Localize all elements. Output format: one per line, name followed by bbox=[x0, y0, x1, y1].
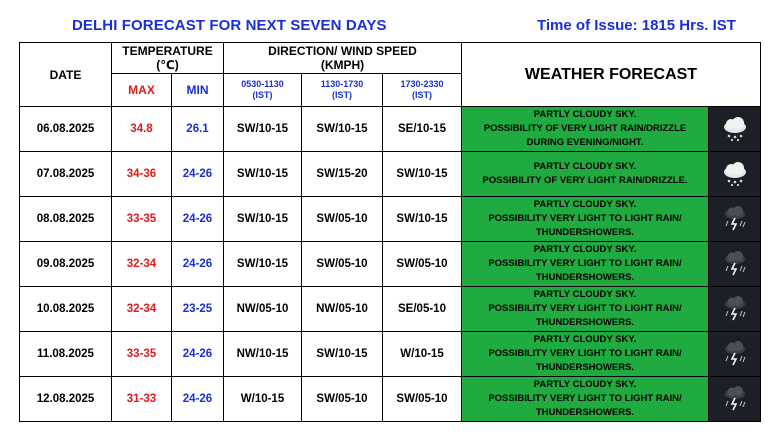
min-temp-cell: 24-26 bbox=[172, 377, 224, 422]
max-temp-cell: 32-34 bbox=[112, 287, 172, 332]
forecast-cell bbox=[462, 107, 709, 152]
slot1-ist: (IST) bbox=[252, 90, 273, 100]
forecast-table bbox=[19, 42, 761, 422]
wind-slot1-cell: NW/10-15 bbox=[224, 332, 302, 377]
forecast-line: PARTLY CLOUDY SKY. bbox=[533, 334, 637, 345]
header-temperature bbox=[112, 43, 224, 74]
date-cell: 06.08.2025 bbox=[20, 107, 112, 152]
issue-time: Time of Issue: 1815 Hrs. IST bbox=[537, 17, 736, 34]
slot3-time: 1730-2330 bbox=[400, 79, 444, 89]
forecast-line: POSSIBILITY VERY LIGHT TO LIGHT RAIN/ bbox=[488, 393, 682, 404]
slot1-time: 0530-1130 bbox=[241, 79, 284, 89]
max-temp-cell: 31-33 bbox=[112, 377, 172, 422]
date-cell: 11.08.2025 bbox=[20, 332, 112, 377]
date-cell: 09.08.2025 bbox=[20, 242, 112, 287]
table-row bbox=[20, 197, 761, 242]
max-temp-cell: 33-35 bbox=[112, 332, 172, 377]
forecast-line: PARTLY CLOUDY SKY. bbox=[533, 244, 637, 255]
wind-slot2-cell: SW/10-15 bbox=[302, 107, 383, 152]
header-max: MAX bbox=[112, 74, 172, 107]
temperature-unit: (℃) bbox=[156, 58, 179, 72]
thunderstorm-icon bbox=[709, 242, 761, 287]
min-temp-cell: 24-26 bbox=[172, 152, 224, 197]
wind-slot3-cell: SW/05-10 bbox=[383, 242, 462, 287]
wind-slot3-cell: W/10-15 bbox=[383, 332, 462, 377]
drizzle-cloud-icon bbox=[709, 152, 761, 197]
page-title: DELHI FORECAST FOR NEXT SEVEN DAYS bbox=[72, 17, 387, 34]
forecast-line: THUNDERSHOWERS. bbox=[535, 317, 635, 328]
wind-slot2-cell: SW/10-15 bbox=[302, 332, 383, 377]
forecast-line: PARTLY CLOUDY SKY. bbox=[533, 379, 637, 390]
min-temp-cell: 26.1 bbox=[172, 107, 224, 152]
max-temp-cell: 34-36 bbox=[112, 152, 172, 197]
direction-unit: (KMPH) bbox=[320, 58, 365, 72]
table-row bbox=[20, 152, 761, 197]
header-min: MIN bbox=[172, 74, 224, 107]
header-slot2 bbox=[302, 74, 383, 107]
slot2-time: 1130-1730 bbox=[320, 79, 364, 89]
wind-slot2-cell: SW/05-10 bbox=[302, 242, 383, 287]
wind-slot3-cell: SW/10-15 bbox=[383, 152, 462, 197]
forecast-line: POSSIBILITY OF VERY LIGHT RAIN/DRIZZLE. bbox=[482, 175, 688, 186]
wind-slot2-cell: SW/05-10 bbox=[302, 377, 383, 422]
wind-slot3-cell: SW/10-15 bbox=[383, 197, 462, 242]
forecast-line: DURING EVENING/NIGHT. bbox=[526, 137, 644, 148]
wind-slot2-cell: SW/15-20 bbox=[302, 152, 383, 197]
min-temp-cell: 24-26 bbox=[172, 332, 224, 377]
forecast-cell bbox=[462, 287, 709, 332]
table-row bbox=[20, 107, 761, 152]
date-cell: 12.08.2025 bbox=[20, 377, 112, 422]
thunderstorm-icon bbox=[709, 377, 761, 422]
header-forecast: WEATHER FORECAST bbox=[462, 43, 761, 107]
forecast-cell bbox=[462, 242, 709, 287]
forecast-cell bbox=[462, 197, 709, 242]
wind-slot1-cell: SW/10-15 bbox=[224, 107, 302, 152]
forecast-line: POSSIBILITY VERY LIGHT TO LIGHT RAIN/ bbox=[488, 213, 682, 224]
min-temp-cell: 23-25 bbox=[172, 287, 224, 332]
forecast-cell bbox=[462, 332, 709, 377]
forecast-line: PARTLY CLOUDY SKY. bbox=[533, 161, 637, 172]
wind-slot1-cell: SW/10-15 bbox=[224, 197, 302, 242]
header-date: DATE bbox=[20, 43, 112, 107]
forecast-line: PARTLY CLOUDY SKY. bbox=[533, 199, 637, 210]
forecast-line: THUNDERSHOWERS. bbox=[535, 227, 635, 238]
date-cell: 07.08.2025 bbox=[20, 152, 112, 197]
date-cell: 08.08.2025 bbox=[20, 197, 112, 242]
forecast-line: POSSIBILITY VERY LIGHT TO LIGHT RAIN/ bbox=[488, 258, 682, 269]
direction-label: DIRECTION/ WIND SPEED bbox=[268, 44, 417, 58]
forecast-line: POSSIBILITY OF VERY LIGHT RAIN/DRIZZLE bbox=[483, 123, 687, 134]
slot2-ist: (IST) bbox=[332, 90, 352, 100]
header-direction bbox=[224, 43, 462, 74]
date-cell: 10.08.2025 bbox=[20, 287, 112, 332]
forecast-line: THUNDERSHOWERS. bbox=[535, 272, 635, 283]
wind-slot2-cell: NW/05-10 bbox=[302, 287, 383, 332]
min-temp-cell: 24-26 bbox=[172, 197, 224, 242]
wind-slot1-cell: W/10-15 bbox=[224, 377, 302, 422]
table-row bbox=[20, 377, 761, 422]
wind-slot3-cell: SE/05-10 bbox=[383, 287, 462, 332]
thunderstorm-icon bbox=[709, 287, 761, 332]
wind-slot3-cell: SW/05-10 bbox=[383, 377, 462, 422]
max-temp-cell: 33-35 bbox=[112, 197, 172, 242]
wind-slot2-cell: SW/05-10 bbox=[302, 197, 383, 242]
wind-slot1-cell: SW/10-15 bbox=[224, 242, 302, 287]
forecast-cell bbox=[462, 377, 709, 422]
forecast-line: PARTLY CLOUDY SKY. bbox=[533, 109, 637, 120]
header-slot3 bbox=[383, 74, 462, 107]
wind-slot1-cell: NW/05-10 bbox=[224, 287, 302, 332]
forecast-line: PARTLY CLOUDY SKY. bbox=[533, 289, 637, 300]
max-temp-cell: 32-34 bbox=[112, 242, 172, 287]
table-row bbox=[20, 242, 761, 287]
thunderstorm-icon bbox=[709, 197, 761, 242]
min-temp-cell: 24-26 bbox=[172, 242, 224, 287]
forecast-cell bbox=[462, 152, 709, 197]
thunderstorm-icon bbox=[709, 332, 761, 377]
table-row bbox=[20, 287, 761, 332]
wind-slot1-cell: SW/10-15 bbox=[224, 152, 302, 197]
drizzle-cloud-icon bbox=[709, 107, 761, 152]
wind-slot3-cell: SE/10-15 bbox=[383, 107, 462, 152]
table-row bbox=[20, 332, 761, 377]
forecast-line: POSSIBILITY VERY LIGHT TO LIGHT RAIN/ bbox=[488, 303, 682, 314]
header-slot1 bbox=[224, 74, 302, 107]
temperature-label: TEMPERATURE bbox=[122, 44, 213, 58]
forecast-line: THUNDERSHOWERS. bbox=[535, 362, 635, 373]
max-temp-cell: 34.8 bbox=[112, 107, 172, 152]
forecast-line: POSSIBILITY VERY LIGHT TO LIGHT RAIN/ bbox=[488, 348, 682, 359]
slot3-ist: (IST) bbox=[412, 90, 432, 100]
forecast-line: THUNDERSHOWERS. bbox=[535, 407, 635, 418]
